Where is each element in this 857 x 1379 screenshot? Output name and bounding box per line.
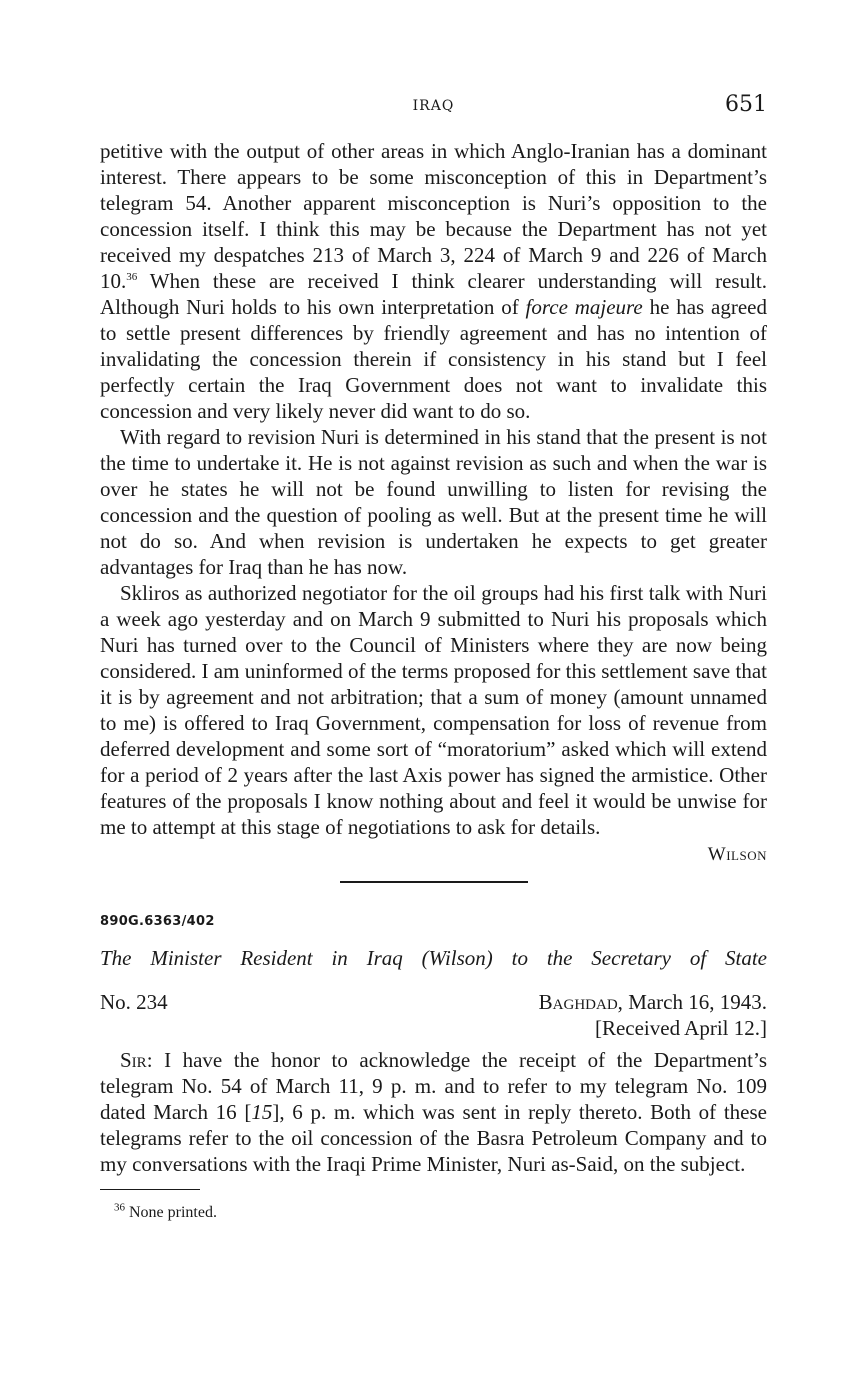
heading-word: The bbox=[100, 946, 132, 970]
heading-word: to bbox=[511, 946, 528, 970]
page-number: 651 bbox=[725, 92, 767, 117]
letter-text: : I have the honor to acknowledge the receipt of the Department’s telegram No. 54 of March 11, 9 p. m. and to refer to my telegram No. 109 dated March 16 [ bbox=[100, 1048, 767, 1124]
place-name: Baghdad, bbox=[538, 990, 623, 1014]
document-number: No. 234 bbox=[100, 990, 168, 1014]
dateline bbox=[539, 989, 767, 1015]
heading-word: the bbox=[546, 946, 573, 970]
italic-phrase: force majeure bbox=[525, 295, 643, 319]
paragraph-text: When these are received I think clearer understanding will result. Although Nuri holds to his own interpretation of bbox=[100, 269, 767, 319]
heading-word: in bbox=[331, 946, 348, 970]
heading-word: Iraq bbox=[366, 946, 403, 970]
footnote-marker: 36 bbox=[114, 1201, 125, 1214]
paragraph-skliros: Skliros as authorized negotiator for the oil groups had his first talk with Nuri a week ago yesterday and on March 9 submitted to Nuri his proposals which Nuri has turned over to the Council of Ministers where they are now being considered. I am uninformed of the terms proposed for this settlement save that it is by agreement and not arbitration; that a sum of money (amount unnamed to me) is offered to Iraq Government, compensation for loss of revenue from deferred development and some sort of “moratorium” asked which will extend for a period of 2 years after the last Axis power has signed the armistice. Other features of the proposals I know nothing about and feel it would be unwise for me to attempt at this stage of negotiations to ask for details. bbox=[100, 581, 767, 839]
letter-body bbox=[100, 1047, 767, 1177]
heading-word: Minister bbox=[150, 946, 222, 970]
section-divider bbox=[340, 881, 528, 883]
footnote-divider bbox=[100, 1189, 200, 1190]
heading-word: State bbox=[724, 946, 767, 970]
heading-word: (Wilson) bbox=[421, 946, 493, 970]
heading-word: of bbox=[689, 946, 707, 970]
received-date: [Received April 12.] bbox=[594, 1016, 767, 1040]
footnote-text: None printed. bbox=[129, 1204, 217, 1221]
dateline-row bbox=[100, 989, 767, 1015]
document-heading bbox=[100, 945, 767, 971]
heading-word: Resident bbox=[240, 946, 313, 970]
salutation: Sir bbox=[120, 1048, 147, 1072]
footnote-reference: 36 bbox=[126, 271, 138, 283]
footnote bbox=[100, 1200, 767, 1226]
paragraph-continued bbox=[100, 138, 767, 424]
italic-number: 15 bbox=[251, 1100, 273, 1124]
paragraph-text: petitive with the output of other areas in which Anglo-Iranian has a dominant interest. There appears to be some misconception of this in Department’s telegram 54. Another apparent misconception is Nuri’s opposition to the concession itself. I think this may be because the Department has not yet received my despatches 213 of March 3, 224 of March 9 and 226 of March 10. bbox=[100, 139, 767, 293]
page-body bbox=[100, 138, 767, 1226]
heading-word: Secretary bbox=[591, 946, 671, 970]
paragraph-revision: With regard to revision Nuri is determined in his stand that the present is not the time to undertake it. He is not against revision as such and when the war is over he states he will not be found unwilling to listen for revising the concession and the question of pooling as well. But at the present time he will not do so. And when revision is undertaken he expects to get greater advantages for Iraq than he has now. bbox=[100, 425, 767, 579]
paragraph-text: he has agreed to settle present differences by friendly agreement and has no intention of invalidating the concession therein if consistency in his stand but I feel perfectly certain the Iraq Government does not want to invalidate this concession and very likely never did want to do so. bbox=[100, 295, 767, 423]
signature: Wilson bbox=[707, 844, 767, 865]
letter-text: ], 6 p. m. which was sent in reply thereto. Both of these telegrams refer to the oil concession of the Basra Petroleum Company and to my conversations with the Iraqi Prime Minister, Nuri as-Said, on the subject. bbox=[100, 1100, 767, 1176]
file-number: 890G.6363/402 bbox=[100, 914, 215, 929]
date: March 16, 1943. bbox=[628, 990, 767, 1014]
running-head bbox=[100, 92, 767, 122]
running-title: IRAQ bbox=[412, 98, 455, 114]
